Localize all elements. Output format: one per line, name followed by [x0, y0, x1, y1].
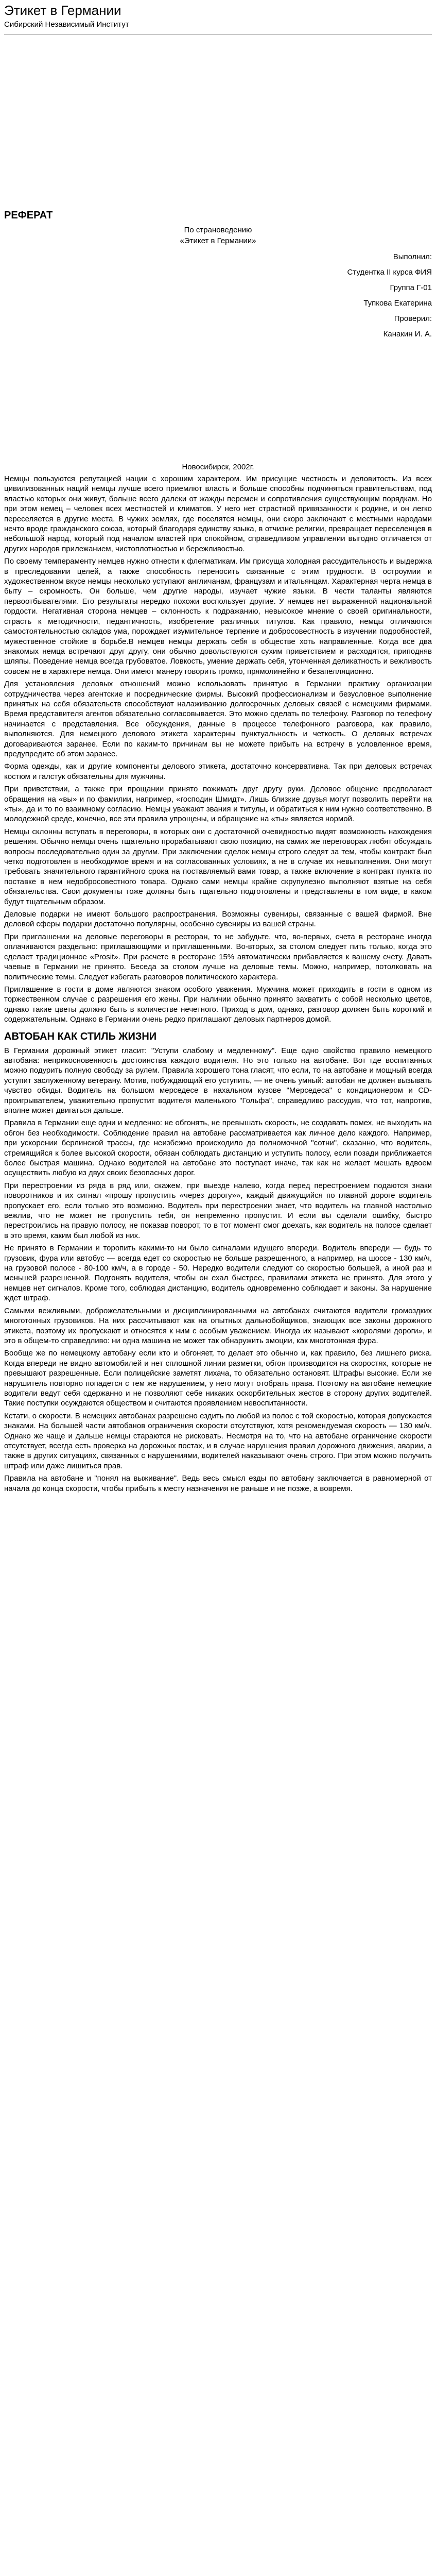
- paragraph: Приглашение в гости в доме являются знаком особого уважения. Мужчина может приходить в гости в одном из торжественном случае с разрешения его жены. При наличии обычно принято захватить с собой несколько цветов, однако такие цветы должно быть в количестве нечетного. Приход в дом, однако, разговор должен быть короткий и содержательным. Однако в Германии очень редко приглашают деловых партнеров домой.: [4, 985, 432, 1024]
- paragraph: В Германии дорожный этикет гласит: "Уступи слабому и медленному". Еще одно свойство правило немецкого автобана: неприкосновенность достоинства каждого водителя. Но это только на автобане. Вот где воспитанных можно подурить полную свободу за рулем. Правила хорошего тона гласят, что если, то на автобане и мощный всегда уступит заслуженному ветерану. Мотив, побуждающий его уступить, — не очень умный: автобан не должен вызывать чувство обиды. Водитель на большом мерседесе в нахальном кузове "Мерседеса" с кондиционером и CD-проигрывателем, уважительно пропустит водителя маленького "Гольфа", справедливо рассудив, что тот, напротив, вполне может двигаться дальше.: [4, 1046, 432, 1115]
- paragraph: Правила на автобане и "понял на выживание". Ведь весь смысл езды по автобану заключается в равномерной от начала до конца скорости, чтобы прибыть к месту назначения не раньше и не позже, а вовремя.: [4, 1474, 432, 1493]
- teacher-name: Канакин И. А.: [383, 330, 432, 338]
- city-year: Новосибирск, 2002г.: [182, 463, 254, 471]
- cover-spacer-2: [4, 342, 432, 462]
- group-line: Группа Г-01: [390, 283, 432, 292]
- paragraph: Форма одежды, как и другие компоненты делового этикета, достаточно консервативна. Так при деловых встречах костюм и галстук обязательны для мужчины.: [4, 762, 432, 781]
- paragraph: Вообще же по немецкому автобану если кто и обгоняет, то делает это обычно и, как правило, без лишнего риска. Когда впереди не видно автомобилей и нет сплошной линии разметки, обгон производится на скоростях, которые не превышают разрешенные. Если полицейские заметят лихача, то обязательно остановят. Штрафы высокие. Если же нарушитель повторно попадется с тем же нарушением, у него могут отобрать права. Поэтому на автобане немецкие водители ведут себя сдержанно и не позволяют себе никаких оскорбительных жестов в сторону других водителей. Такие поступки осуждаются обществом и считаются проявлением невоспитанности.: [4, 1349, 432, 1408]
- topic-line: «Этикет в Германии»: [180, 236, 256, 245]
- paragraph: По своему темпераменту немцев нужно отнести к флегматикам. Им присуща холодная рассудительность и выдержка в преследовании целей, а также способность переносить связанные с этим трудности. В остроумии и художественном вкусе немцы несколько уступают англичанам, французам и итальянцам. Характерная черта немца в быту – скромность. Он больше, чем другие народы, изучает чужие языки. В чести таланты являются первоотбывателями. Его результаты нередко похожи воспользует другие. У немцев нет выраженной национальной гордости. Негативная сторона немцев – склонность к подражанию, невысокое мнение о своей оригинальности, страсть к методичности, педантичность, изобретение различных титулов. Как правило, немцы отличаются самостоятельностью складов ума, порождает изумительное терпение и добросовестность в изучении подробностей, мужественное стойкие в борьбе.В немцев немцы держать себя в обществе хоть направленные. Когда все два знакомых немца встречают друг другу, они обычно довольствуются сухим приветствием и расходятся, приподняв шляпы. Поведение немца всегда грубоватое. Ловкость, умение держать себя, утонченная деликатность и вежливость совсем не в характере немца. Они имеют манеру говорить громко, прямолинейно и безапелляционно.: [4, 557, 432, 676]
- checked-label: Проверил:: [394, 314, 432, 323]
- page-title: Этикет в Германии: [4, 3, 121, 18]
- paragraph: Деловые подарки не имеют большого распространения. Возможны сувениры, связанные с вашей фирмой. Вне деловой сферы подарки достаточно популярны, особенно сувениры из вашей страны.: [4, 910, 432, 929]
- paragraph: Для установления деловых отношений можно использовать принятую в Германии практику организации сотрудничества через агентские и посреднические фирмы. Высокий профессионализм и безусловное выполнение принятых на себя обязательств способствуют налаживанию долгосрочных деловых связей с немецкими фирмами. Время представителя агентов обязательно согласовывается. Это можно сделать по телефону. Разговор по телефону начинается с представления. Все обсуждения, данные в процессе телефонного разговора, как правило, выполняются. Для немецкого делового этикета характерны пунктуальность и четкость. О деловых встречах договариваются заранее. Если по каким-то причинам вы не можете прибыть на встречу в условленное время, предупредите об этом заранее.: [4, 680, 432, 758]
- paragraph: При приветствии, а также при прощании принято пожимать друг другу руки. Деловое общение предполагает обращения на «вы» и по фамилии, например, «господин Шмидт». Лишь близкие друзья могут позволить перейти на «ты», да и то по взаимному согласию. Немцы уважают звания и титулы, и обратиться к ним нужно соответственно. В молодежной среде, конечно, все эти правила упрощены, и обращение на «ты» является нормой.: [4, 785, 432, 824]
- institute-name: Сибирский Независимый Институт: [4, 20, 129, 29]
- paragraph: При перестроении из ряда в ряд или, скажем, при выезде налево, когда перед перестроением подаются знаки поворотников и их сигнал «прошу пропустить «через дорогу»», каждый движущийся по главной дороге водитель пропускает его, если только это возможно. Водитель при перестроении знает, что водитель на главной настолько вежлив, что не может не пропустить тебя, он непременно пропустит. И если вы сделали ошибку, быстро перестроились на правую полосу, не показав поворот, то в тот момент смог доехать, как водитель на полосе сделает в это время, каким был любой из них.: [4, 1181, 432, 1240]
- subject-line: По страноведению: [184, 226, 252, 234]
- paragraph: Не принято в Германии и торопить какими-то ни было сигналами идущего впереди. Водитель впереди — будь то грузовик, фура или автобус — всегда едет со скоростью не больше разрешенного, а например, на шоссе - 130 км/ч, на грузовой полосе - 80-100 км/ч, а в городе - 50. Нередко водители следуют со скоростью большей, а иной раз и меньшей разрешенной. Подгонять водителя, чтобы он ехал быстрее, правилами этикета не принято. Для этого у немцев нет сигналов. Кроме того, соблюдая дистанцию, водитель одновременно соблюдает и законы. За нарушение ждет штраф.: [4, 1244, 432, 1303]
- student-line: Студентка II курса ФИЯ: [347, 268, 432, 277]
- section-heading: АВТОБАН КАК СТИЛЬ ЖИЗНИ: [4, 1030, 157, 1042]
- paragraph: Немцы склонны вступать в переговоры, в которых они с достаточной очевидностью видят возможность нахождения решения. Обычно немцы очень тщательно прорабатывают свою позицию, на самих же переговорах любят обсуждать вопросы последовательно один за другим. При заключении сделок немцы строго следят за тем, чтобы контракт был четко подготовлен в необходимое время и на согласованных условиях, а не в случае их невыполнения. Они могут требовать значительного гарантийного срока на поставляемый вами товар, а также включение в контракт пункта по поставке в нем недобросовестного товара. Однако сами немцы крайне скрупулезно выполняют взятые на себя обязательства. Свои документы тоже должны быть тщательно подготовлены и представлены в том виде, в каком будут тщательным образом.: [4, 827, 432, 906]
- paragraph: Самыми вежливыми, доброжелательными и дисциплинированными на автобанах считаются водители громоздких многотонных грузовиков. На них рассчитывают как на опытных дальнобойщиков, знающих все законы дорожного этикета, поэтому их пропускают и относятся к ним с особым уважением. Иногда их называют «королями дороги», и это в общем-то справедливо: ни одна машина не может так обнаружить эмоции, как многотонная фура.: [4, 1306, 432, 1345]
- student-name: Тупкова Екатерина: [363, 299, 432, 308]
- performed-label: Выполнил:: [393, 252, 432, 261]
- section-text: [4, 1046, 432, 1494]
- paragraph: Немцы пользуются репутацией нации с хорошим характером. Им присущие честность и деловитость. Из всех цивилизованных наций немцы лучше всего приемлют власть и больше способны подчиняться правительствам, под властью которых они живут, больше всего далеки от жажды перемен и сопротивления существующим порядкам. Но при этом немец – человек всех местностей и климатов. У него нет страстной привязанности к родине, и он легко переселяется в другие места. В чужих землях, где поселятся немцы, они скоро заключают с местными народами нечто вроде гражданского союза, который благодаря единству языка, в отчизне религии, превращает переселенцев в небольшой народ, который под началом властей при спокойном, справедливом управлении выгодно отличается от других народов прилежанием, чистоплотностью и бережливостью.: [4, 474, 432, 553]
- paragraph: Правила в Германии еще одни и медленно: не обгонять, не превышать скорость, не создавать помех, не выходить на обгон без необходимости. Соблюдение правил на автобане рассматривается как личное дело каждого. Например, при ускорении берлинской трассы, где неизбежно происходило до полномочной "сотни", сказанно, что водитель, стремящийся к более высокой скорости, обязан соблюдать дистанцию и уступить полосу, если позади приближается более быстрая машина. Однако водителей на автобане это поступает иначе, так как не желает мешать вдвоем осуществить любую из двух своих безопасных дорог.: [4, 1118, 432, 1178]
- paragraph: При приглашении на деловые переговоры в ресторан, то не забудьте, что, во-первых, счета в ресторане иногда оплачиваются раздельно: приглашающими и приглашенными. Во-вторых, за столом следует пить только, когда это сделает традиционное «Prosit». При расчете в ресторане 15% автоматически прибавляется к вашему счету. Давать чаевые в Германии не принято. Беседа за столом лучше на деловые темы. Можно, например, потолковать на политические темы. Следует избегать разговоров политического характера.: [4, 932, 432, 981]
- body-text: [4, 474, 432, 1025]
- author-block: [4, 249, 432, 342]
- cover-spacer: [4, 35, 432, 210]
- paragraph: Кстати, о скорости. В немецких автобанах разрешено ездить по любой из полос с той скоростью, которая допускается знаками. На большей части автобанов ограничения скорости отсутствуют, хотя рекомендуемая скорость — 130 км/ч. Однако же чаще и дальше немцы стараются не рисковать. Несмотря на то, что на автобане ограничение скорости отсутствует, всегда есть проверка на дорожных постах, и в случае нарушения правил дорожного движения, аварии, а также в других ситуациях, связанных с нарушениями, водителей наказывают очень строго. При этом можно получить штраф или даже лишиться прав.: [4, 1411, 432, 1470]
- genre-heading: РЕФЕРАТ: [4, 210, 53, 221]
